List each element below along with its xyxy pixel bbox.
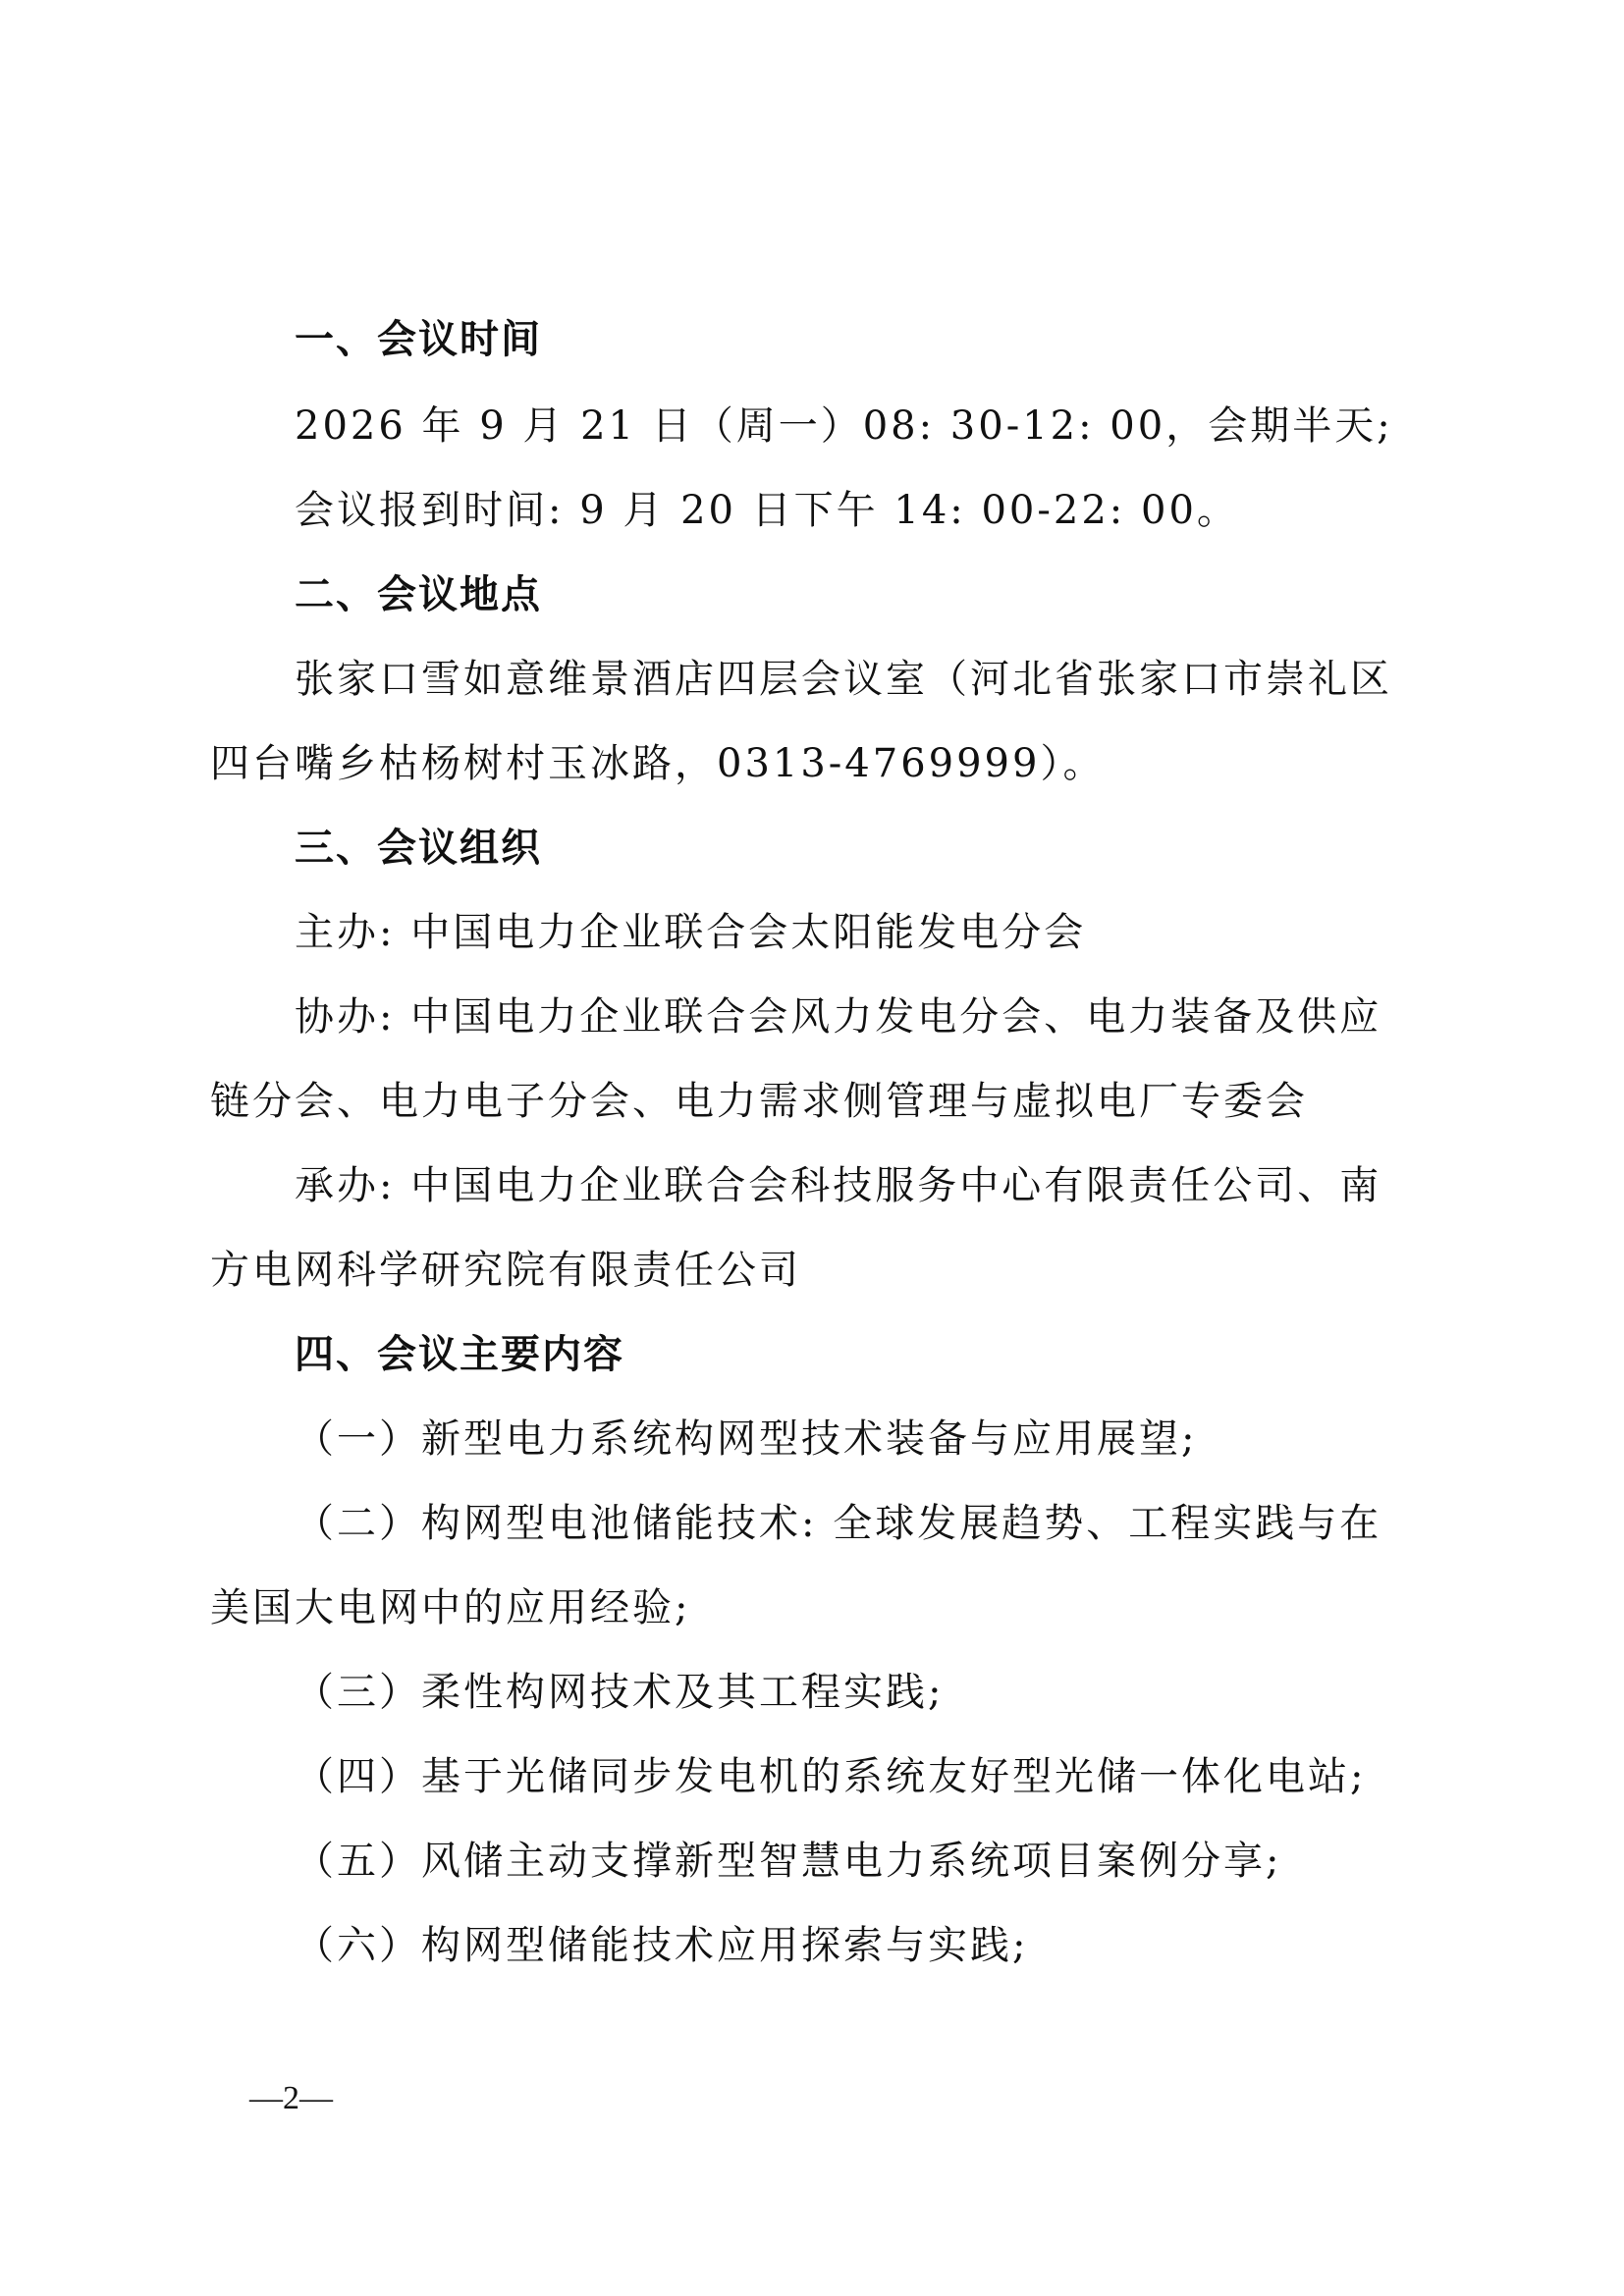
registration-time-line: 会议报到时间: 9 月 20 日下午 14: 00-22: 00。: [295, 488, 1239, 533]
content-item-3: （三）柔性构网技术及其工程实践;: [295, 1670, 945, 1715]
section-heading-meeting-time: 一、会议时间: [295, 317, 542, 362]
section-heading-organization: 三、会议组织: [295, 826, 542, 871]
content-item-2-line-2: 美国大电网中的应用经验;: [210, 1585, 691, 1630]
content-item-6: （六）构网型储能技术应用探索与实践;: [295, 1923, 1029, 1968]
location-line-2: 四台嘴乡枯杨树村玉冰路，0313-4769999）。: [210, 741, 1106, 786]
location-line-1: 张家口雪如意维景酒店四层会议室（河北省张家口市崇礼区: [295, 657, 1392, 702]
page-number: —2—: [249, 2080, 333, 2116]
content-item-1: （一）新型电力系统构网型技术装备与应用展望;: [295, 1416, 1198, 1462]
organizer-line-1: 承办: 中国电力企业联合会科技服务中心有限责任公司、南: [295, 1163, 1382, 1208]
host-line: 主办: 中国电力企业联合会太阳能发电分会: [295, 910, 1087, 955]
content-item-2-line-1: （二）构网型电池储能技术: 全球发展趋势、工程实践与在: [295, 1501, 1382, 1546]
section-heading-main-content: 四、会议主要内容: [295, 1332, 624, 1377]
co-host-line-2: 链分会、电力电子分会、电力需求侧管理与虚拟电厂专委会: [210, 1079, 1308, 1124]
co-host-line-1: 协办: 中国电力企业联合会风力发电分会、电力装备及供应: [295, 994, 1382, 1040]
section-heading-meeting-location: 二、会议地点: [295, 572, 542, 617]
meeting-date-line: 2026 年 9 月 21 日（周一）08: 30-12: 00，会期半天;: [295, 403, 1393, 449]
content-item-4: （四）基于光储同步发电机的系统友好型光储一体化电站;: [295, 1754, 1367, 1799]
content-item-5: （五）风储主动支撑新型智慧电力系统项目案例分享;: [295, 1839, 1282, 1884]
organizer-line-2: 方电网科学研究院有限责任公司: [210, 1248, 801, 1293]
